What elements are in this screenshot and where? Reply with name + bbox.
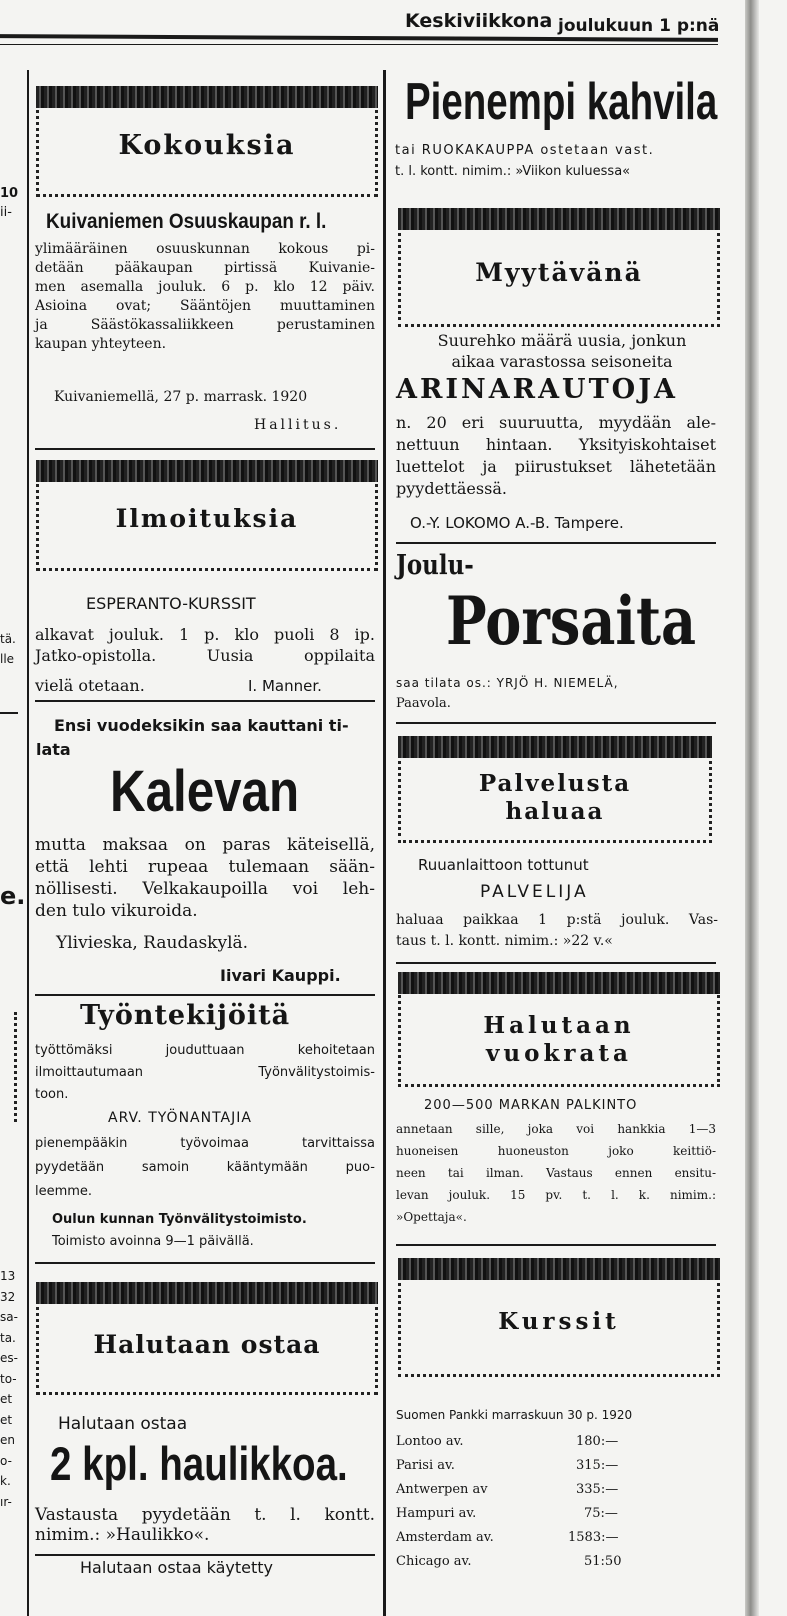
margin-fragment: tä. <box>0 632 16 646</box>
porsaita-line2: Paavola. <box>396 696 451 711</box>
box-header-bar <box>398 736 712 758</box>
divider <box>396 542 716 544</box>
rate-value: 51:50 <box>584 1554 622 1569</box>
header-rule-thin <box>0 44 718 45</box>
section-title-myytavana: Myytävänä <box>475 258 643 287</box>
esperanto-body: alkavat jouluk. 1 p. klo puoli 8 ip. Jatko-opistolla. Uusia oppilaita <box>35 625 375 665</box>
kalevan-place: Ylivieska, Raudaskylä. <box>56 933 249 953</box>
section-box-ostaa <box>36 1282 378 1395</box>
box-header-bar <box>398 972 720 994</box>
kalevan-intro: Ensi vuodeksikin saa kauttani ti- lata <box>36 716 349 759</box>
section-box-kokouksia <box>36 86 378 197</box>
rate-value: 180:— <box>576 1434 619 1449</box>
rate-value: 1583:— <box>568 1530 619 1545</box>
divider <box>35 1262 375 1264</box>
section-title-kurssit: Kurssit <box>498 1308 620 1335</box>
margin-fragment: e. <box>0 882 26 910</box>
column-rule-middle <box>383 70 386 1616</box>
ostaa-small: Halutaan ostaa <box>58 1414 188 1434</box>
porsaita-line: saa tilata os.: YRJÖ H. NIEMELÄ, <box>396 676 619 690</box>
vuokrata-body: annetaan sille, joka voi hankkia 1—3 huoneisen huoneuston joko keittiö- neen tai ilman. Vastaus ennen ensitu- levan jouluk. 15 pv. t. l. k. nimim.: »Opettaja«. <box>396 1122 716 1224</box>
tyontekijoita-hours: Toimisto avoinna 9—1 päivällä. <box>52 1234 254 1249</box>
kokouksia-signature: Hallitus. <box>254 417 342 433</box>
section-box-vuokrata <box>398 972 720 1087</box>
porsaita-big: Porsaita <box>446 582 697 660</box>
kalevan-signature: Iivari Kauppi. <box>220 966 341 985</box>
section-box-palvelusta <box>398 736 712 843</box>
kalevan-body: mutta maksaa on paras käteisellä, että lehti rupeaa tulemaan sään- nöllisesti. Velkakaupoilla voi leh- den tulo vikuroida. <box>35 835 375 921</box>
esperanto-signature: I. Manner. <box>248 677 322 695</box>
margin-fragment: ii- <box>0 205 12 220</box>
section-box-ilmoituksia <box>36 460 378 571</box>
palvelusta-body: haluaa paikkaa 1 p:stä jouluk. Vas- taus t. l. kontt. nimim.: »22 v.« <box>396 912 718 949</box>
myytavana-signature: O.-Y. LOKOMO A.-B. Tampere. <box>410 514 624 532</box>
ostaa-cut-heading: Halutaan ostaa käytetty <box>80 1558 274 1577</box>
section-box-myytavana <box>398 208 720 327</box>
section-box-kurssit <box>398 1258 720 1377</box>
ostaa-big: 2 kpl. haulikkoa. <box>50 1437 348 1490</box>
section-title-palvelusta: Palvelusta <box>478 770 632 797</box>
box-header-bar <box>36 1282 378 1304</box>
tyontekijoita-title: Työntekijöitä <box>80 1000 291 1031</box>
kalevan-big: Kalevan <box>110 759 300 824</box>
palvelusta-heading: Ruuanlaittoon tottunut <box>418 856 589 874</box>
divider <box>35 994 375 996</box>
margin-dotted-box <box>0 1012 17 1122</box>
porsaita-small: Joulu- <box>396 550 474 581</box>
section-title-vuokrata: vuokrata <box>486 1040 632 1067</box>
rate-value: 315:— <box>576 1458 619 1473</box>
rate-name: Parisi av. <box>396 1458 455 1473</box>
vuokrata-heading: 200—500 MARKAN PALKINTO <box>424 1098 638 1113</box>
margin-fragment: 10 <box>0 186 19 201</box>
rate-name: Amsterdam av. <box>396 1530 494 1545</box>
box-header-bar <box>36 460 378 482</box>
ostaa-body-last: nimim.: »Haulikko«. <box>35 1525 210 1545</box>
box-header-bar <box>398 1258 720 1280</box>
esperanto-body-last: vielä otetaan. <box>35 676 145 695</box>
rate-name: Chicago av. <box>396 1554 472 1569</box>
kahvila-big: Pienempi kahvila <box>405 73 718 131</box>
divider <box>35 1554 375 1556</box>
section-title-ilmoituksia: Ilmoituksia <box>115 504 299 533</box>
divider <box>396 1244 716 1246</box>
divider <box>396 962 716 964</box>
margin-numbers: 13 32 sa- ta. es- to- et et en o- k. ır- <box>0 1269 18 1509</box>
ostaa-body: Vastausta pyydetään t. l. kontt. <box>35 1505 375 1525</box>
tyontekijoita-subheading: ARV. TYÖNANTAJIA <box>108 1110 252 1126</box>
margin-fragment: lle <box>0 652 15 666</box>
header-day: Keskiviikkona <box>405 10 553 32</box>
myytavana-big: ARINARAUTOJA <box>396 374 678 405</box>
rate-name: Antwerpen av <box>396 1482 488 1497</box>
myytavana-body: Suurehko määrä uusia, jonkun aikaa varastossa seisoneita <box>437 331 687 371</box>
myytavana-body2: n. 20 eri suuruutta, myydään ale- nettuun hintaan. Yksityiskohtaiset luettelot ja piirustukset lähetetään pyydettäessä. <box>396 413 716 498</box>
tyontekijoita-org: Oulun kunnan Työnvälitystoimisto. <box>52 1212 307 1227</box>
rate-name: Lontoo av. <box>396 1434 464 1449</box>
page-edge-shadow <box>745 0 759 1616</box>
palvelusta-big: PALVELIJA <box>480 882 589 902</box>
divider <box>35 448 375 450</box>
header-date: joulukuun 1 p:nä <box>558 16 720 36</box>
kokouksia-dateline: Kuivaniemellä, 27 p. marrask. 1920 <box>54 389 308 405</box>
rate-value: 75:— <box>584 1506 618 1521</box>
esperanto-heading: ESPERANTO-KURSSIT <box>86 594 256 613</box>
kurssit-heading: Suomen Pankki marraskuun 30 p. 1920 <box>396 1408 633 1422</box>
kahvila-body: tai RUOKAKAUPPA ostetaan vast. t. l. kontt. nimim.: »Viikon kuluessa« <box>395 143 655 179</box>
section-title-haluaa: haluaa <box>505 798 605 825</box>
divider <box>35 700 375 702</box>
box-header-bar <box>36 86 378 108</box>
box-header-bar <box>398 208 720 230</box>
column-rule-left <box>27 70 29 1616</box>
tyontekijoita-body2: pienempääkin työvoimaa tarvittaissa pyydetään samoin kääntymään puo- leemme. <box>35 1136 375 1199</box>
divider <box>396 722 716 724</box>
kokouksia-body: ylimääräinen osuuskunnan kokous pi- detään pääkaupan pirtissä Kuivanie- men asemalla jouluk. 6 p. klo 12 päiv. Asioina ovat; Sääntöjen muuttaminen ja Säästökassaliikkeen perustaminen kaupan yhteyteen. <box>35 241 375 352</box>
tyontekijoita-body: työttömäksi jouduttuaan kehoitetaan ilmoittautumaan Työnvälitystoimis- toon. <box>35 1043 375 1102</box>
kokouksia-heading: Kuivaniemen Osuuskaupan r. l. <box>46 210 327 233</box>
section-title-ostaa: Halutaan ostaa <box>93 1330 321 1359</box>
section-title-halutaan: Halutaan <box>483 1012 635 1039</box>
rate-value: 335:— <box>576 1482 619 1497</box>
section-title-kokouksia: Kokouksia <box>118 130 296 161</box>
margin-rule <box>0 712 18 714</box>
rate-name: Hampuri av. <box>396 1506 477 1521</box>
